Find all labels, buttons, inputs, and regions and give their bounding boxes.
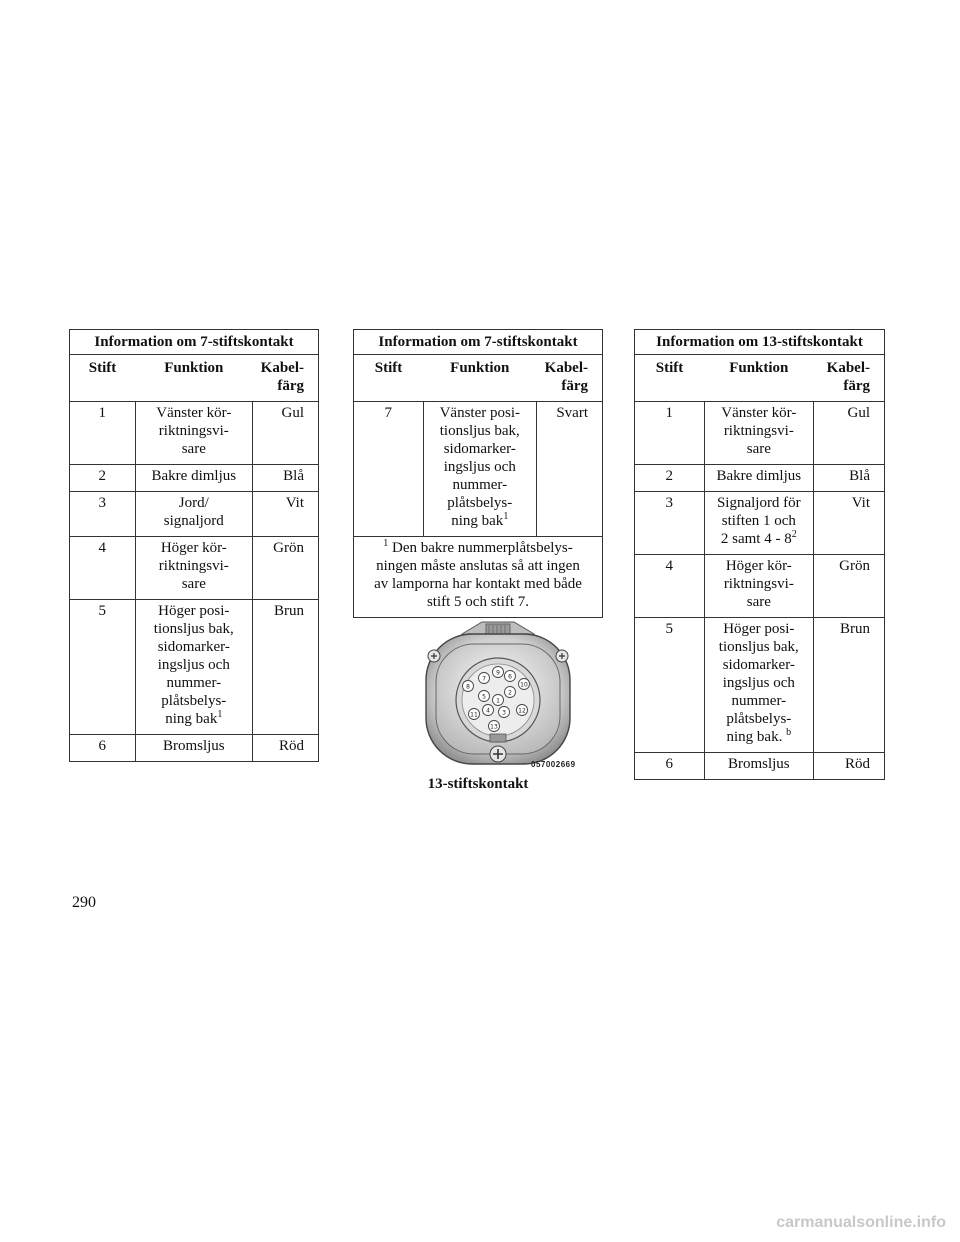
cell-pin: 1 (635, 402, 705, 465)
header-function: Funktion (423, 355, 537, 402)
connector-pin-label: 3 (502, 709, 506, 717)
cell-wire-color: Gul (814, 402, 885, 465)
header-function: Funktion (704, 355, 814, 402)
cell-function: Höger kör- riktningsvi- sare (704, 555, 814, 618)
cell-function: Vänster kör- riktningsvi- sare (704, 402, 814, 465)
connector-pin-label: 8 (466, 683, 470, 691)
cell-pin: 3 (70, 492, 136, 537)
header-function: Funktion (135, 355, 252, 402)
table-title: Information om 7-stiftskontakt (70, 330, 319, 355)
cell-function: Bromsljus (704, 753, 814, 780)
table-title: Information om 13-stiftskontakt (635, 330, 885, 355)
pin7-table-1 (69, 329, 319, 762)
cell-wire-color: Blå (814, 465, 885, 492)
table-row (635, 465, 885, 492)
header-pin: Stift (354, 355, 424, 402)
connector-pin-label: 1 (496, 697, 500, 705)
table-row (70, 735, 319, 762)
connector-pin-label: 9 (496, 669, 500, 677)
cell-function: Bakre dimljus (704, 465, 814, 492)
cell-function: Höger posi- tionsljus bak, sidomarker- ingsljus och nummer- plåtsbelys- ning bak$^1$ (135, 600, 252, 735)
header-color: Kabel- färg (537, 355, 603, 402)
table-row (635, 555, 885, 618)
watermark: carmanualsonline.info (776, 1214, 946, 1231)
connector-pin-label: 2 (508, 689, 512, 697)
cell-function: Höger kör- riktningsvi- sare (135, 537, 252, 600)
cell-function: Höger posi- tionsljus bak, sidomarker- ingsljus och nummer- plåtsbelys- ning bak. $^b$ (704, 618, 814, 753)
cell-wire-color: Röd (814, 753, 885, 780)
cell-wire-color: Grön (253, 537, 319, 600)
cell-pin: 5 (70, 600, 136, 735)
cell-pin: 2 (635, 465, 705, 492)
cell-pin: 1 (70, 402, 136, 465)
cell-pin: 6 (635, 753, 705, 780)
cell-pin: 7 (354, 402, 424, 537)
cell-pin: 2 (70, 465, 136, 492)
table-row (70, 492, 319, 537)
connector-pin-label: 12 (518, 707, 526, 715)
table-row (354, 402, 603, 537)
cell-pin: 3 (635, 492, 705, 555)
table-row (635, 492, 885, 555)
figure-caption: 13-stiftskontakt (427, 776, 529, 792)
connector-pin-label: 11 (470, 711, 478, 719)
connector-13pin-illustration (418, 620, 578, 770)
cell-wire-color: Brun (814, 618, 885, 753)
table-row (70, 402, 319, 465)
cell-function: Bakre dimljus (135, 465, 252, 492)
table-row (70, 537, 319, 600)
header-color: Kabel- färg (253, 355, 319, 402)
cell-wire-color: Blå (253, 465, 319, 492)
cell-wire-color: Vit (814, 492, 885, 555)
connector-pin-label: 6 (508, 673, 512, 681)
cell-pin: 4 (70, 537, 136, 600)
table-row (70, 465, 319, 492)
cell-pin: 5 (635, 618, 705, 753)
cell-wire-color: Grön (814, 555, 885, 618)
header-pin: Stift (70, 355, 136, 402)
table-row (635, 402, 885, 465)
figure-code: 057002669 (531, 760, 576, 769)
table-row (70, 600, 319, 735)
connector-pin-label: 10 (520, 681, 528, 689)
table-title: Information om 7-stiftskontakt (354, 330, 603, 355)
connector-pin-label: 7 (482, 675, 486, 683)
connector-pin-label: 13 (490, 723, 498, 731)
cell-wire-color: Brun (253, 600, 319, 735)
table-row (635, 753, 885, 780)
connector-pin-label: 4 (486, 707, 490, 715)
cell-function: Vänster posi- tionsljus bak, sidomarker- ingsljus och nummer- plåtsbelys- ning bak$^1$ (423, 402, 537, 537)
cell-pin: 6 (70, 735, 136, 762)
header-pin: Stift (635, 355, 705, 402)
cell-wire-color: Svart (537, 402, 603, 537)
cell-pin: 4 (635, 555, 705, 618)
table-footnote: $^1$ Den bakre nummerplåtsbelys- ningen måste anslutas så att ingen av lamporna har kontakt med både stift 5 och stift 7. (354, 537, 603, 618)
cell-function: Signaljord för stiften 1 och 2 samt $4 - 8^2$ (704, 492, 814, 555)
header-color: Kabel- färg (814, 355, 885, 402)
cell-wire-color: Röd (253, 735, 319, 762)
cell-function: Bromsljus (135, 735, 252, 762)
page-number: 290 (72, 894, 96, 911)
connector-pin-label: 5 (482, 693, 486, 701)
cell-wire-color: Vit (253, 492, 319, 537)
cell-wire-color: Gul (253, 402, 319, 465)
table-row (635, 618, 885, 753)
pin7-table-2 (353, 329, 603, 618)
pin13-table (634, 329, 885, 780)
cell-function: Jord/ signaljord (135, 492, 252, 537)
cell-function: Vänster kör- riktningsvi- sare (135, 402, 252, 465)
